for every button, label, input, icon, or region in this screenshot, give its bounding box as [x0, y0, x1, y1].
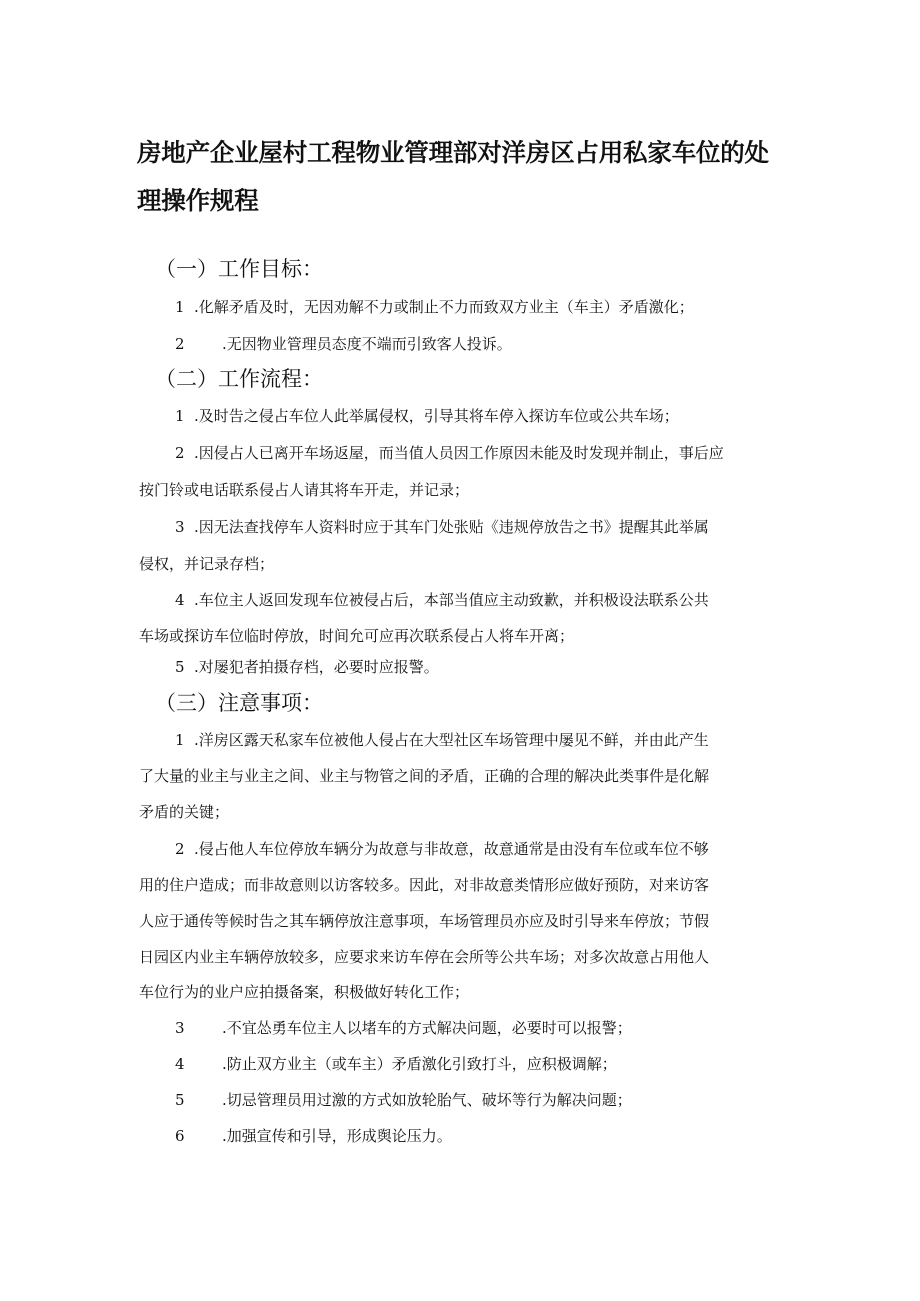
list-item-text: .防止双方业主（或车主）矛盾激化引致打斗，应积极调解； [222, 1055, 617, 1073]
list-item-text: 按门铃或电话联系侵占人请其将车开走，并记录； [139, 481, 470, 499]
list-item-text: 矛盾的关键； [139, 803, 230, 821]
list-item-number: 4 [175, 1055, 185, 1073]
list-item-number: 2 [175, 335, 185, 353]
list-item-text: .因无法查找停车人资料时应于其车门处张贴《违规停放告之书》提醒其此举属 [194, 518, 709, 536]
list-item-text: .侵占他人车位停放车辆分为故意与非故意，故意通常是由没有车位或车位不够 [194, 840, 709, 858]
list-item-number: 2 [175, 444, 185, 462]
list-item-number: 5 [175, 658, 185, 676]
list-item-text: .加强宣传和引导，形成舆论压力。 [222, 1127, 452, 1145]
list-item-text: .切忌管理员用过激的方式如放轮胎气、破坏等行为解决问题； [222, 1091, 632, 1109]
document-title-line-2: 理操作规程 [137, 186, 259, 215]
section-heading-workflow: （二）工作流程： [155, 367, 323, 391]
list-item-text: 用的住户造成；而非故意则以访客较多。因此，对非故意类情形应做好预防，对来访客 [139, 876, 710, 894]
list-item-text: .及时告之侵占车位人此举属侵权，引导其将车停入探访车位或公共车场； [194, 407, 679, 425]
list-item-text: 了大量的业主与业主之间、业主与物管之间的矛盾，正确的合理的解决此类事件是化解 [139, 767, 710, 785]
list-item-text: .对屡犯者拍摄存档，必要时应报警。 [194, 658, 439, 676]
list-item-number: 1 [175, 731, 185, 749]
list-item-text: .化解矛盾及时，无因劝解不力或制止不力而致双方业主（车主）矛盾激化； [194, 298, 694, 316]
list-item-text: .无因物业管理员态度不端而引致客人投诉。 [222, 335, 512, 353]
list-item-text: .洋房区露天私家车位被他人侵占在大型社区车场管理中屡见不鲜，并由此产生 [194, 731, 709, 749]
list-item-text: .因侵占人已离开车场返屋，而当值人员因工作原因未能及时发现并制止，事后应 [194, 444, 724, 462]
section-heading-notes: （三）注意事项： [155, 691, 323, 715]
list-item-text: 侵权，并记录存档； [139, 555, 275, 573]
list-item-text: .车位主人返回发现车位被侵占后，本部当值应主动致歉，并积极设法联系公共 [194, 591, 709, 609]
list-item-number: 3 [175, 518, 185, 536]
list-item-text: 车场或探访车位临时停放，时间允可应再次联系侵占人将车开离； [139, 627, 575, 645]
list-item-number: 4 [175, 591, 185, 609]
list-item-number: 1 [175, 407, 185, 425]
document-title-line-1: 房地产企业屋村工程物业管理部对洋房区占用私家车位的处 [137, 138, 769, 167]
list-item-text: 车位行为的业户应拍摄备案，积极做好转化工作； [139, 983, 470, 1001]
list-item-number: 2 [175, 840, 185, 858]
list-item-number: 5 [175, 1091, 185, 1109]
list-item-number: 6 [175, 1127, 185, 1145]
list-item-number: 3 [175, 1019, 185, 1037]
list-item-number: 1 [175, 298, 185, 316]
list-item-text: .不宜怂勇车位主人以堵车的方式解决问题，必要时可以报警； [222, 1019, 632, 1037]
list-item-text: 人应于通传等候时告之其车辆停放注意事项，车场管理员亦应及时引导来车停放；节假 [139, 912, 710, 930]
list-item-text: 日园区内业主车辆停放较多，应要求来访车停在会所等公共车场；对多次故意占用他人 [139, 948, 710, 966]
section-heading-goals: （一）工作目标： [155, 257, 323, 281]
